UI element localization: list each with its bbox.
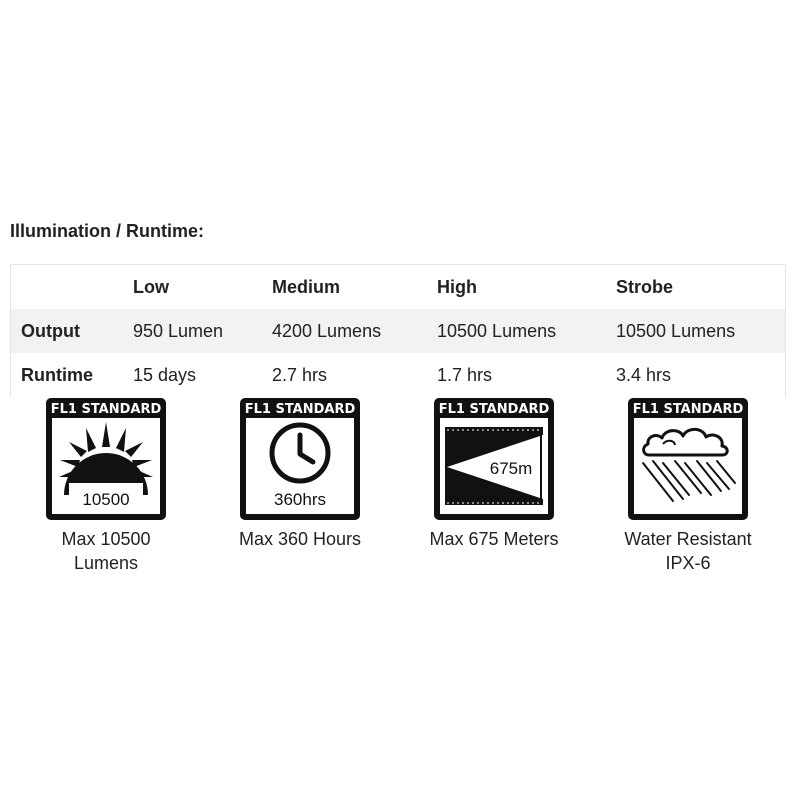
spec-table — [10, 264, 786, 397]
row-label-runtime: Runtime — [21, 365, 93, 385]
badge-max-lumens — [45, 397, 167, 573]
rain-cloud-icon — [627, 397, 749, 521]
clock-icon — [239, 397, 361, 521]
runtime-medium: 2.7 hrs — [272, 365, 328, 385]
badge-header: FL1 STANDARD — [244, 402, 356, 417]
badge-caption — [25, 527, 187, 575]
badge-caption-line: Lumens — [73, 553, 139, 573]
badge-header: FL1 STANDARD — [50, 402, 162, 417]
runtime-low: 15 days — [133, 365, 197, 385]
badge-caption-line: Max 360 Hours — [238, 529, 362, 549]
output-strobe: 10500 Lumens — [616, 321, 736, 341]
row-label-output: Output — [21, 321, 80, 341]
table-header-row — [11, 265, 785, 309]
column-header-medium: Medium — [272, 277, 341, 297]
output-low: 950 Lumen — [133, 321, 224, 341]
badge-caption — [219, 527, 381, 551]
section-heading: Illumination / Runtime: — [10, 221, 204, 241]
column-header-low: Low — [133, 277, 169, 297]
badge-value: 360hrs — [274, 490, 326, 509]
badge-header: FL1 STANDARD — [632, 402, 744, 417]
badge-value: 10500 — [82, 490, 130, 509]
badge-value: 675m — [489, 459, 533, 478]
badge-caption — [607, 527, 769, 575]
badge-header: FL1 STANDARD — [438, 402, 550, 417]
badge-water-resistant — [624, 397, 752, 573]
column-header-strobe: Strobe — [616, 277, 674, 297]
beam-distance-icon — [433, 397, 555, 521]
output-high: 10500 Lumens — [437, 321, 557, 341]
runtime-strobe: 3.4 hrs — [616, 365, 672, 385]
badge-max-hours — [238, 397, 362, 549]
badge-caption-line: Max 10500 — [61, 529, 151, 549]
output-medium: 4200 Lumens — [272, 321, 382, 341]
runtime-high: 1.7 hrs — [437, 365, 493, 385]
badge-caption-line: IPX-6 — [665, 553, 711, 573]
table-row-runtime — [11, 353, 785, 397]
table-row-output — [11, 309, 785, 353]
column-header-high: High — [437, 277, 477, 297]
badge-caption-line: Max 675 Meters — [429, 529, 559, 549]
sun-icon — [45, 397, 167, 521]
badge-max-meters — [429, 397, 559, 549]
badge-caption — [413, 527, 575, 551]
badge-caption-line: Water Resistant — [624, 529, 752, 549]
